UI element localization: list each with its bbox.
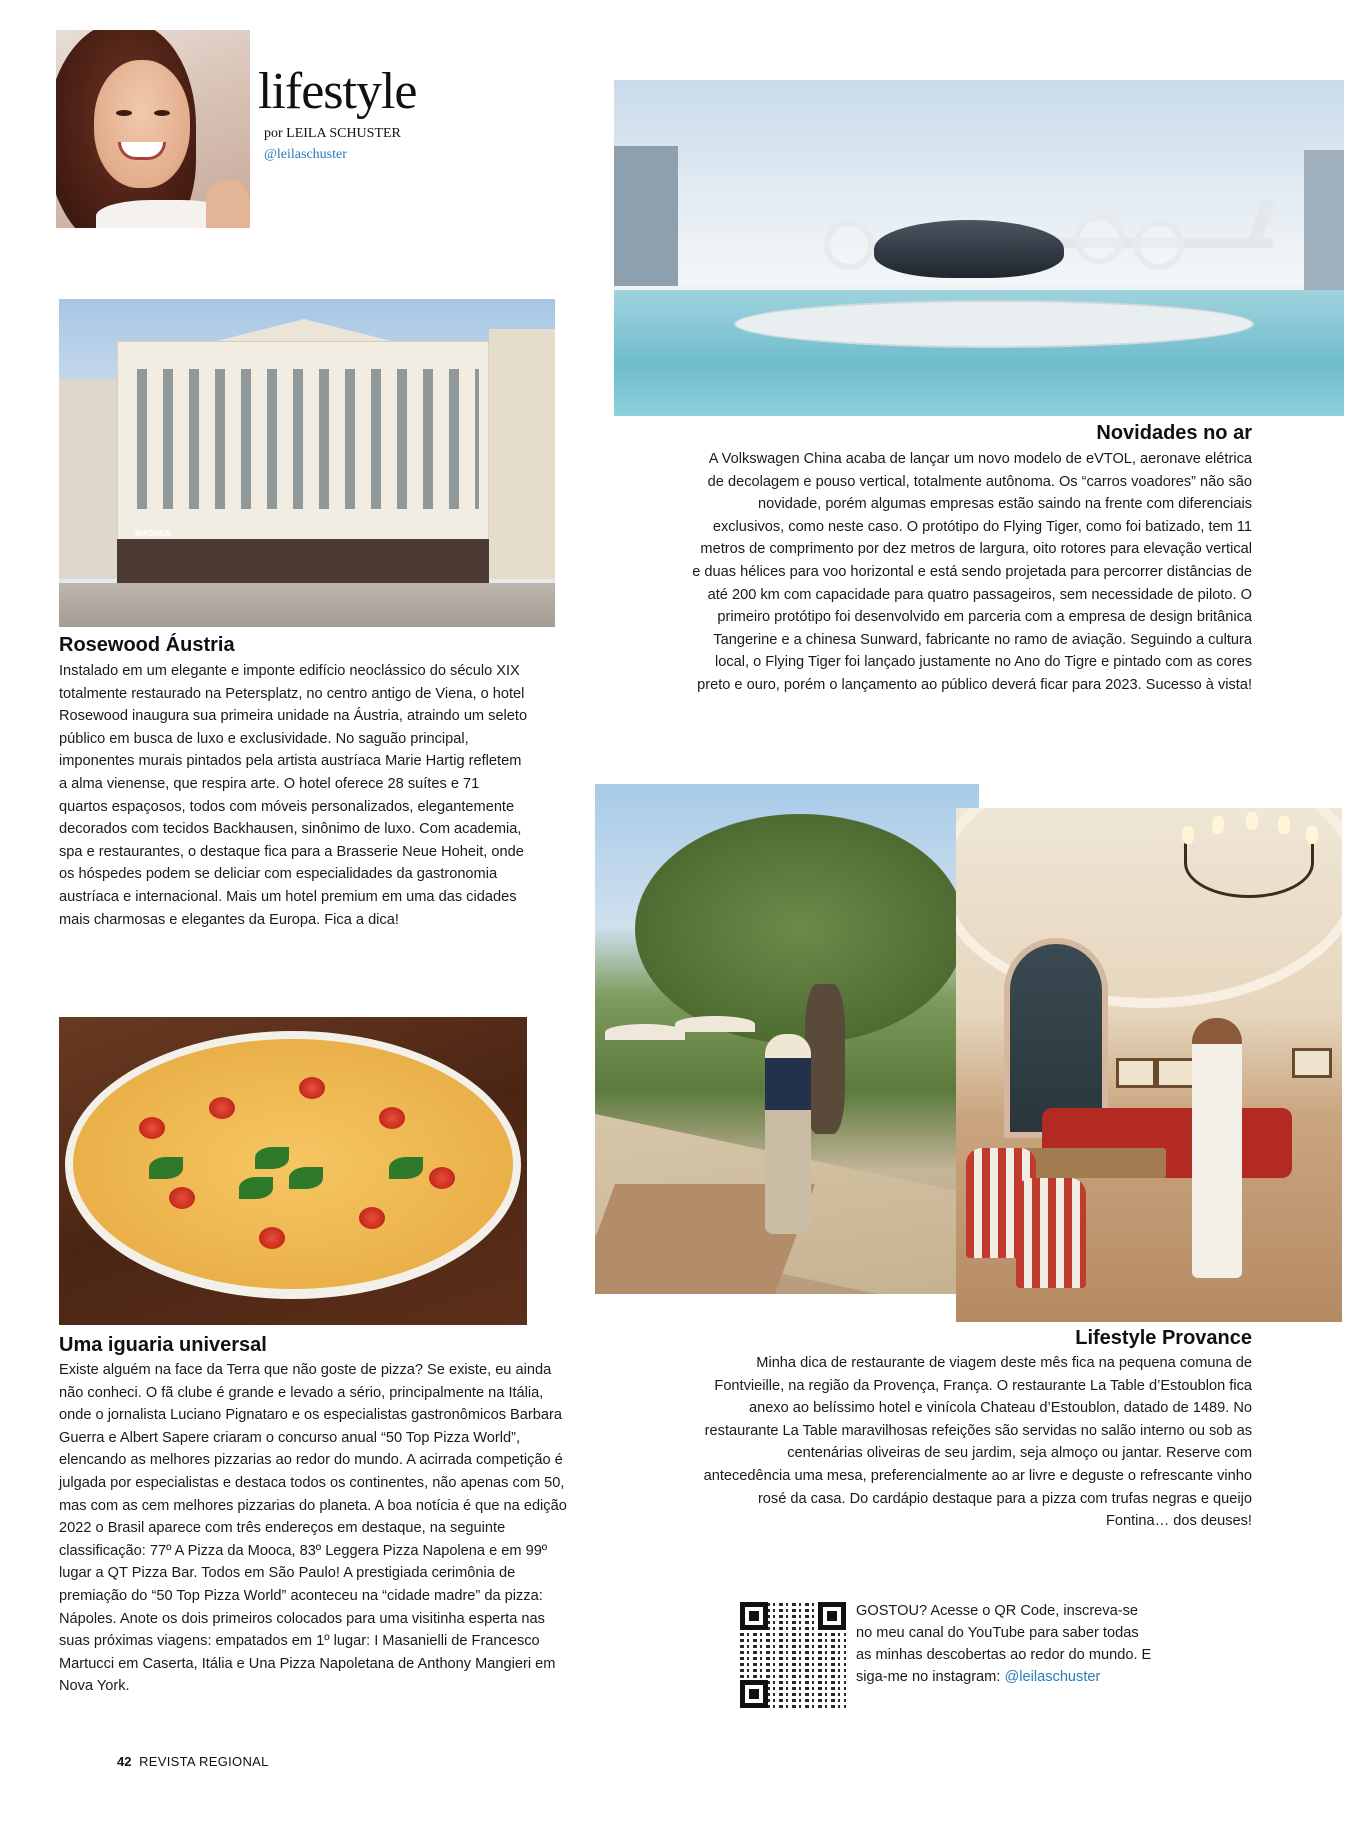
pizza-photo — [59, 1017, 527, 1325]
provence-heading: Lifestyle Provance — [1075, 1327, 1252, 1349]
rosewood-hotel-photo — [59, 299, 555, 627]
column-instagram-handle[interactable]: @leilaschuster — [264, 147, 347, 162]
provence-body: Minha dica de restaurante de viagem deste mês fica na pequena comuna de Fontvieille, na região da Provença, França. O restaurante La Table d’Estoublon fica anexo ao belíssimo hotel e vinícola Chateau d’Estoublon, datado de 1489. No restaurante La Table maravilhosas refeições são servidas no salão interno ou sob as centenárias oliveiras de seu jardim, seja almoço ou jantar. Reserve com antecedência uma mesa, preferencialmente ao ar livre e deguste o refrescante vinho rosé da casa. Do cardápio destaque para a pizza com trufas negras e queijo Fontina… dos deuses! — [703, 1355, 1252, 1530]
restaurant-photo — [956, 808, 1342, 1322]
author-photo — [56, 30, 250, 228]
column-title: lifestyle — [258, 63, 417, 120]
pizza-body: Existe alguém na face da Terra que não goste de pizza? Se existe, eu ainda não conheci. O fã clube é grande e levado a sério, principalmente na Itália, onde o jornalista Luciano Pignataro e os especialistas gastronômicos Barbara Guerra e Albert Sapere criaram o concurso anual “50 Top Pizza World”, elencando as melhores pizzarias ao redor do mundo. A acirrada competição é julgada por especialistas e destaca todos os continentes, não apenas com 50, mas com as cem melhores pizzarias do planeta. A boa notícia é que na edição 2022 o Brasil aparece com três endereços em destaque, na seguinte classificação: 77º A Pizza da Mooca, 83º Leggera Pizza Napolena e em 99º lugar a QT Pizza Bar. Todos em São Paulo! A prestigiada cerimônia de premiação do “50 Top Pizza World” aconteceu na “cidade madre” da pizza: Nápoles. Anote os dois primeiros colocados para uma visitinha esperta nas suas próximas viagens: empatados em 1º lugar: I Masanielli de Francesco Martucci em Caserta, Itália e Una Pizza Napoletana de Anthony Mangieri em Nova York. — [59, 1362, 567, 1695]
rosewood-body: Instalado em um elegante e imponte edifício neoclássico do século XIX totalmente restaurado na Petersplatz, no centro antigo de Viena, o hotel Rosewood inaugura sua primeira unidade na Áustria, atraindo um seleto público em busca de luxo e exclusividade. No saguão principal, imponentes murais pintados pela artista austríaca Marie Hartig refletem a alma vienense, que respira arte. O hotel oferece 28 suítes e 71 quartos espaçosos, todos com móveis personalizados, elegantemente decorados com tecidos Backhausen, sinônimo de luxo. Com academia, spa e restaurantes, o destaque fica para a Brasserie Neue Hoheit, onde os hóspedes podem se deliciar com especialidades da gastronomia austríaca e internacional. Mais um hotel premium em uma das cidades mais charmosas e elegantes da Europa. Fica a dica! — [59, 663, 528, 928]
pizza-heading: Uma iguaria universal — [59, 1334, 267, 1356]
publication-name: REVISTA REGIONAL — [139, 1754, 269, 1769]
hotel-sign: WAGNER — [135, 529, 171, 538]
page-number: 42 — [117, 1754, 132, 1769]
youtube-qr-code[interactable] — [740, 1602, 846, 1708]
column-byline: por LEILA SCHUSTER — [264, 126, 401, 141]
qr-promo-instagram-handle[interactable]: @leilaschuster — [1004, 1669, 1101, 1685]
evtol-photo — [614, 80, 1344, 416]
novidades-heading: Novidades no ar — [1096, 422, 1252, 444]
novidades-body: A Volkswagen China acaba de lançar um novo modelo de eVTOL, aeronave elétrica de decolagem e pouso vertical, totalmente autônoma. Os “carros voadores” não são novidade, porém algumas empresas estão saindo na frente com diferenciais exclusivos, como neste caso. O protótipo do Flying Tiger, como foi batizado, tem 11 metros de comprimento por dez metros de largura, oito rotores para elevação vertical e duas hélices para voo horizontal e está sendo projetada para percorrer distâncias de até 200 km com capacidade para quatro passageiros, sem necessidade de piloto. O primeiro protótipo foi desenvolvido em parceria com a empresa de design britânica Tangerine e a chinesa Sunward, fabricante no ramo de aviação. Seguindo a cultura local, o Flying Tiger foi lançado justamente no Ano do Tigre e pintado com as cores preto e ouro, porém o lançamento ao público deverá ficar para 2023. Sucesso à vista! — [692, 451, 1252, 693]
olive-garden-photo — [595, 784, 979, 1294]
qr-promo-text — [856, 1600, 1156, 1688]
qr-promo-message: GOSTOU? Acesse o QR Code, inscreva-se no meu canal do YouTube para saber todas as minhas descobertas ao redor do mundo. E siga-me no instagram: — [856, 1603, 1152, 1685]
rosewood-heading: Rosewood Áustria — [59, 634, 235, 656]
page-footer — [117, 1754, 269, 1769]
